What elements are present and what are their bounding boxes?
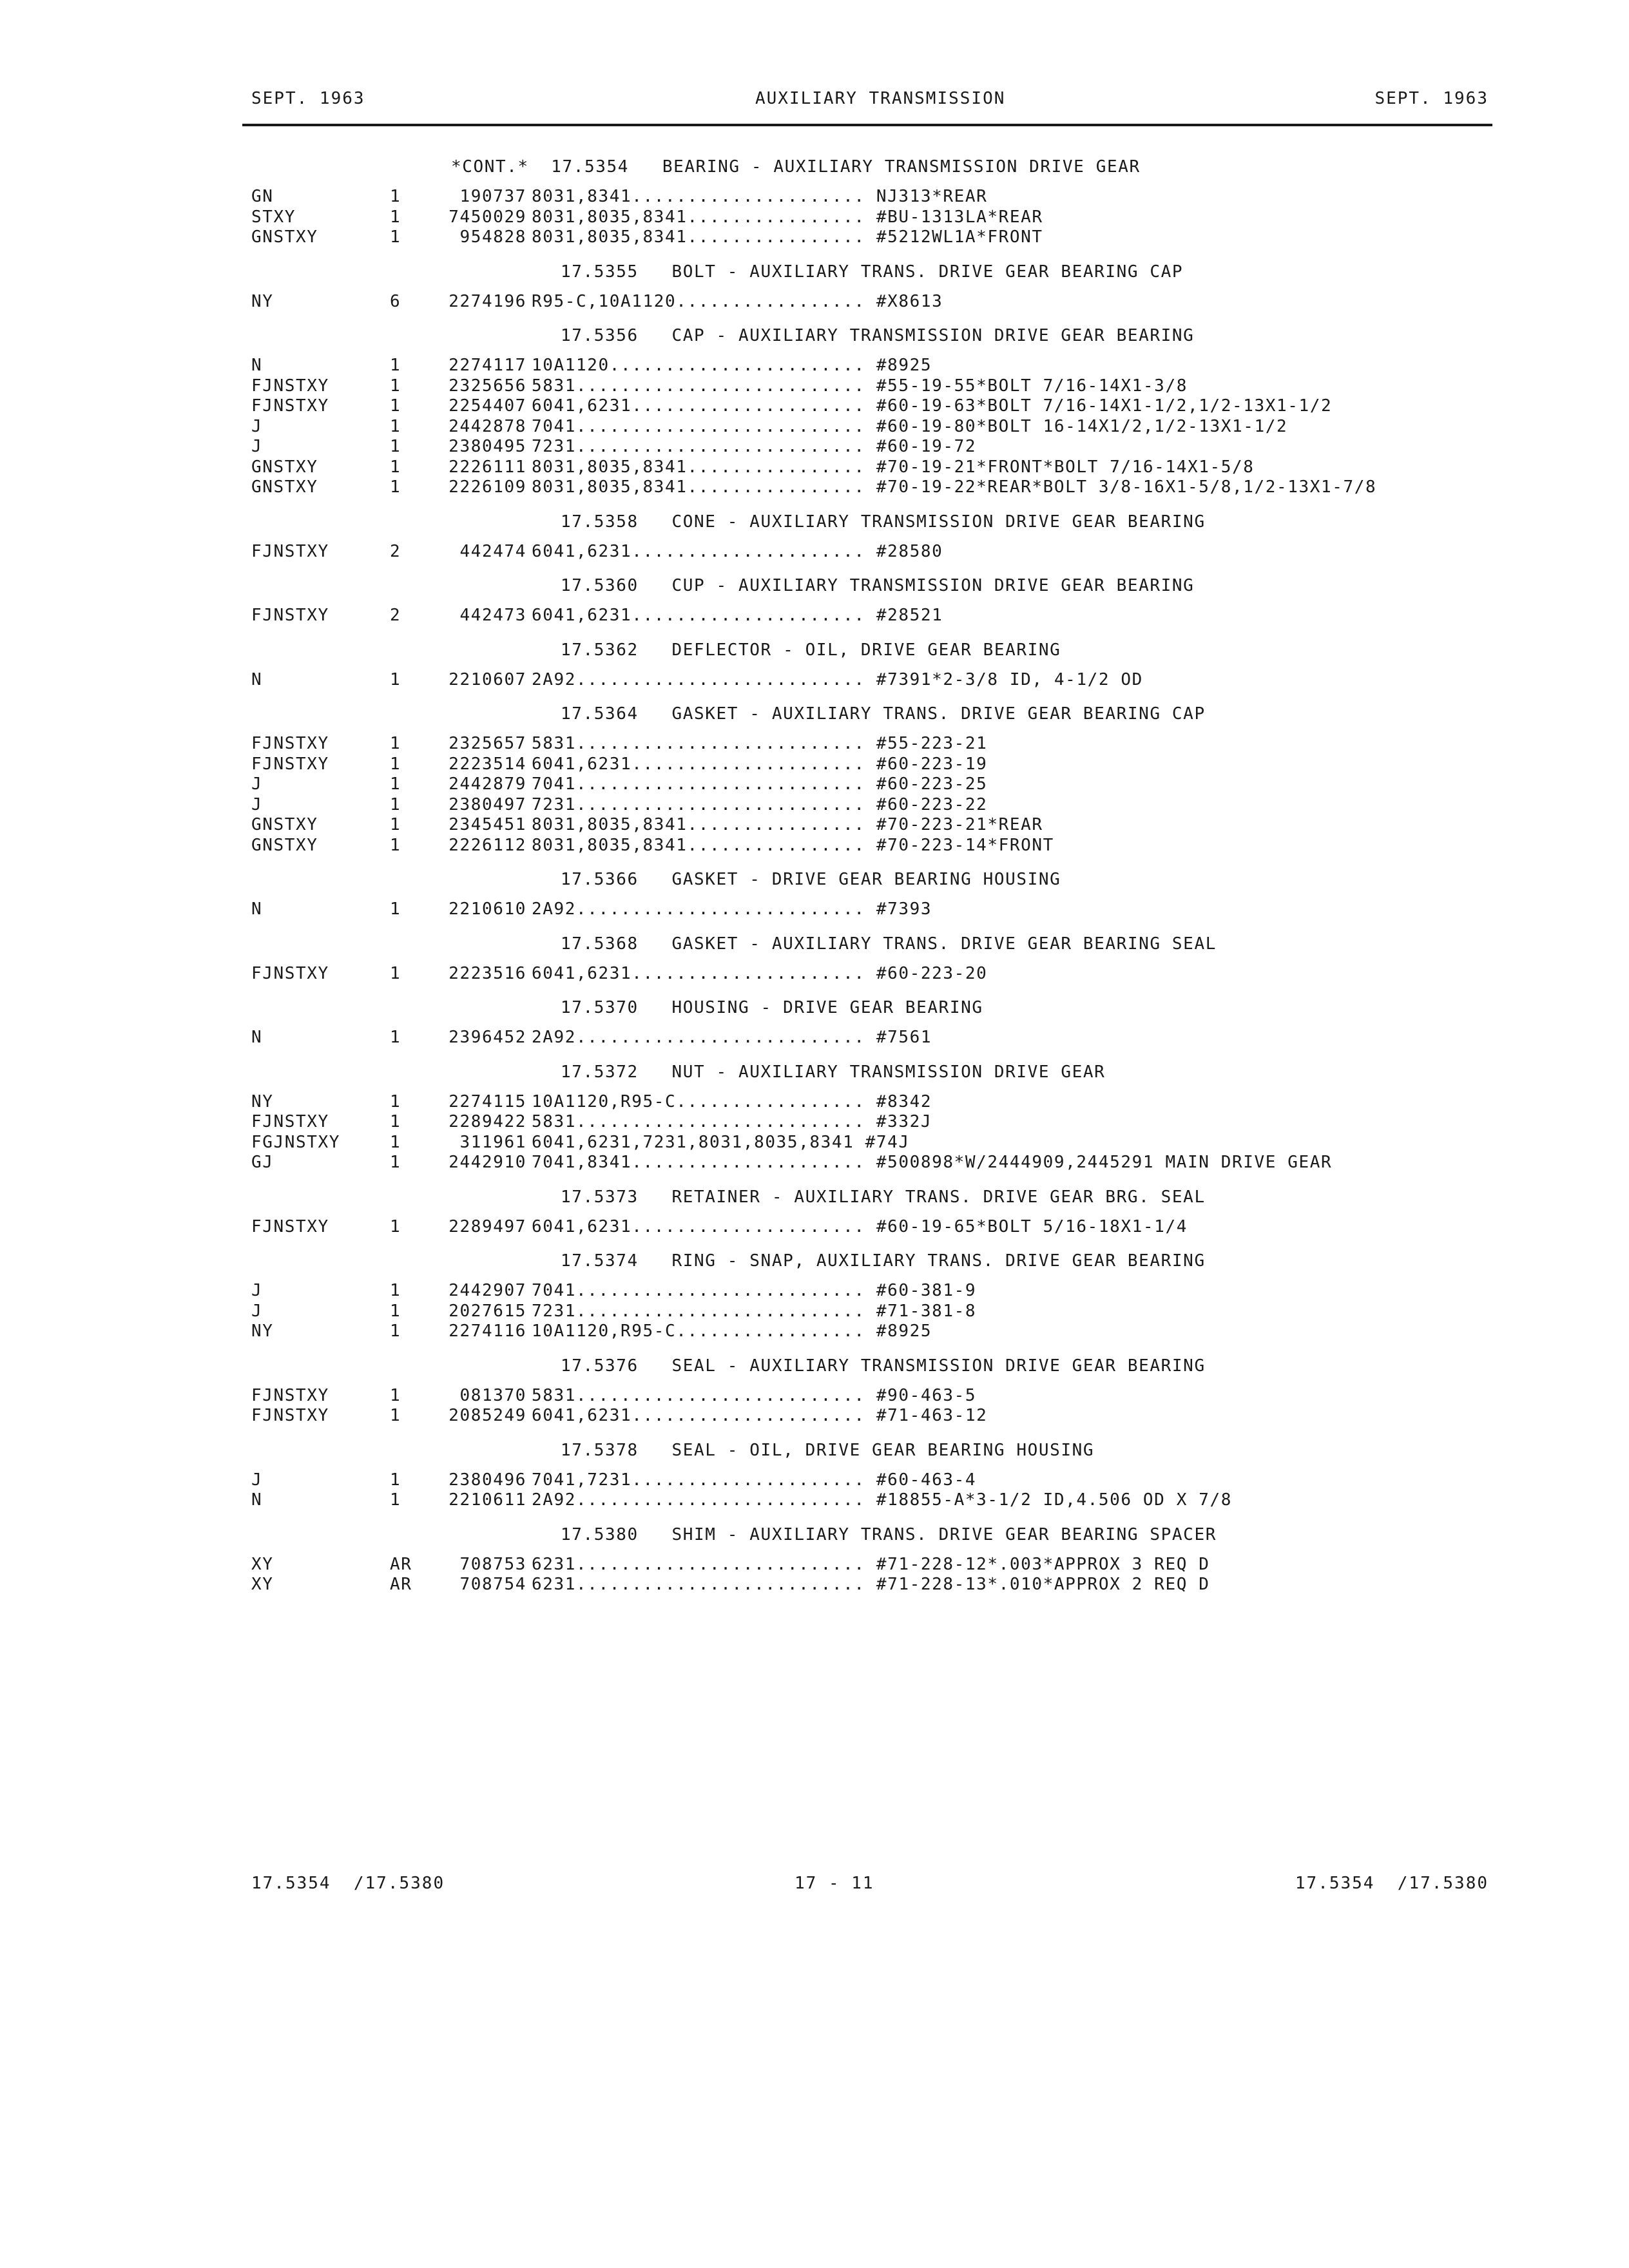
model-code: GJ — [251, 1153, 274, 1172]
quantity: 1 — [390, 457, 401, 477]
model-code: J — [251, 774, 263, 794]
section-entries — [251, 542, 1501, 562]
part-row — [251, 774, 1501, 795]
quantity: 2 — [390, 541, 401, 561]
quantity: 1 — [390, 437, 401, 456]
part-description: 6041,6231,7231,8031,8035,8341 #74J — [532, 1132, 910, 1152]
part-number: 2325657 — [448, 734, 526, 753]
part-number: 2210611 — [448, 1490, 526, 1510]
quantity: 1 — [390, 669, 401, 689]
part-row — [251, 1112, 1501, 1133]
part-number: 2380496 — [448, 1470, 526, 1490]
section-title: 17.5355 BOLT - AUXILIARY TRANS. DRIVE GEAR BEARING CAP — [561, 262, 1184, 282]
part-number: 2226109 — [448, 477, 526, 497]
part-row — [251, 670, 1501, 691]
model-code: GNSTXY — [251, 815, 318, 834]
part-description: 7041,7231..................... #60-463-4 — [532, 1470, 977, 1490]
quantity: 1 — [390, 1112, 401, 1131]
part-row — [251, 899, 1501, 920]
quantity: 1 — [390, 376, 401, 396]
section-title: 17.5356 CAP - AUXILIARY TRANSMISSION DRIVE GEAR BEARING — [561, 326, 1195, 345]
section-title: 17.5366 GASKET - DRIVE GEAR BEARING HOUSING — [561, 870, 1061, 889]
model-code: NY — [251, 1091, 274, 1111]
part-row — [251, 1575, 1501, 1595]
model-code: FJNSTXY — [251, 963, 329, 983]
part-description: 5831.......................... #332J — [532, 1112, 932, 1131]
quantity: AR — [390, 1575, 412, 1594]
model-code: GNSTXY — [251, 227, 318, 247]
part-description: 8031,8035,8341................ #5212WL1A*FRONT — [532, 227, 1043, 247]
quantity: 1 — [390, 1490, 401, 1510]
model-code: J — [251, 1281, 263, 1300]
part-description: 10A1120,R95-C................. #8925 — [532, 1321, 932, 1341]
part-description: 5831.......................... #90-463-5 — [532, 1385, 977, 1405]
part-description: 8031,8035,8341................ #BU-1313LA*REAR — [532, 207, 1043, 227]
section-entries — [251, 1470, 1501, 1511]
part-description: 6041,6231..................... #28580 — [532, 541, 943, 561]
part-number: 081370 — [459, 1385, 526, 1405]
model-code: FJNSTXY — [251, 396, 329, 416]
model-code: XY — [251, 1554, 274, 1574]
part-description: 7041,8341..................... #500898*W/2444909,2445291 MAIN DRIVE GEAR — [532, 1153, 1333, 1172]
part-description: 7041.......................... #60-381-9 — [532, 1281, 977, 1300]
quantity: 1 — [390, 477, 401, 497]
model-code: N — [251, 669, 263, 689]
section-title: 17.5364 GASKET - AUXILIARY TRANS. DRIVE GEAR BEARING CAP — [561, 704, 1206, 724]
quantity: 1 — [390, 1281, 401, 1300]
part-row — [251, 187, 1501, 207]
part-row — [251, 417, 1501, 437]
section-title: 17.5360 CUP - AUXILIARY TRANSMISSION DRIVE GEAR BEARING — [561, 576, 1195, 595]
model-code: FJNSTXY — [251, 1406, 329, 1425]
part-number: 2085249 — [448, 1406, 526, 1425]
part-row — [251, 964, 1501, 985]
part-description: 6041,6231..................... #60-223-19 — [532, 754, 988, 774]
part-number: 2254407 — [448, 396, 526, 416]
part-description: 7231.......................... #71-381-8 — [532, 1301, 977, 1321]
model-code: J — [251, 416, 263, 436]
section-title: 17.5380 SHIM - AUXILIARY TRANS. DRIVE GEAR BEARING SPACER — [561, 1524, 1217, 1544]
part-number: 2226111 — [448, 457, 526, 477]
part-number: 2380497 — [448, 794, 526, 814]
part-row — [251, 542, 1501, 562]
part-number: 2274196 — [448, 291, 526, 311]
part-row — [251, 356, 1501, 376]
part-row — [251, 815, 1501, 836]
part-description: 10A1120,R95-C................. #8342 — [532, 1091, 932, 1111]
section-entries — [251, 1555, 1501, 1595]
model-code: J — [251, 1470, 263, 1490]
model-code: GNSTXY — [251, 835, 318, 855]
part-row — [251, 1092, 1501, 1113]
section-title: 17.5373 RETAINER - AUXILIARY TRANS. DRIVE GEAR BRG. SEAL — [561, 1187, 1206, 1207]
section-entries — [251, 734, 1501, 856]
quantity: 1 — [390, 754, 401, 774]
part-row — [251, 1470, 1501, 1491]
model-code: J — [251, 1301, 263, 1321]
section-entries — [251, 292, 1501, 312]
model-code: N — [251, 1028, 263, 1047]
part-description: 2A92.......................... #18855-A*3-1/2 ID,4.506 OD X 7/8 — [532, 1490, 1232, 1510]
section-entries — [251, 670, 1501, 691]
part-description: 6231.......................... #71-228-13*.010*APPROX 2 REQ D — [532, 1575, 1210, 1594]
part-row — [251, 376, 1501, 397]
header-date-right: SEPT. 1963 — [1374, 89, 1489, 108]
part-number: 2289422 — [448, 1112, 526, 1131]
part-row — [251, 734, 1501, 754]
part-row — [251, 457, 1501, 478]
part-row — [251, 1406, 1501, 1427]
section-entries — [251, 1386, 1501, 1427]
section-title: 17.5372 NUT - AUXILIARY TRANSMISSION DRIVE GEAR — [561, 1062, 1106, 1082]
part-description: 6041,6231..................... #60-223-20 — [532, 963, 988, 983]
footer-range-right: 17.5354 /17.5380 — [1295, 1874, 1489, 1893]
section-title: *CONT.* 17.5354 BEARING - AUXILIARY TRANSMISSION DRIVE GEAR — [451, 157, 1141, 177]
section-entries — [251, 606, 1501, 626]
part-description: 8031,8035,8341................ #70-19-21*FRONT*BOLT 7/16-14X1-5/8 — [532, 457, 1255, 477]
header-title: AUXILIARY TRANSMISSION — [755, 89, 1006, 108]
model-code: GNSTXY — [251, 457, 318, 477]
part-row — [251, 1028, 1501, 1048]
part-description: 6041,6231..................... #60-19-65*BOLT 5/16-18X1-1/4 — [532, 1216, 1188, 1236]
page-header — [251, 89, 1489, 115]
section-entries — [251, 964, 1501, 985]
quantity: 1 — [390, 227, 401, 247]
part-number: 2442878 — [448, 416, 526, 436]
part-description: 5831.......................... #55-223-21 — [532, 734, 988, 753]
quantity: 1 — [390, 1091, 401, 1111]
part-description: 7041.......................... #60-223-25 — [532, 774, 988, 794]
page-footer — [251, 1874, 1489, 1899]
model-code: GNSTXY — [251, 477, 318, 497]
section-title: 17.5378 SEAL - OIL, DRIVE GEAR BEARING HOUSING — [561, 1440, 1095, 1460]
model-code: N — [251, 1490, 263, 1510]
part-number: 442474 — [459, 541, 526, 561]
part-description: R95-C,10A1120................. #X8613 — [532, 291, 943, 311]
part-row — [251, 207, 1501, 228]
section-title: 17.5362 DEFLECTOR - OIL, DRIVE GEAR BEARING — [561, 640, 1061, 660]
quantity: 1 — [390, 1470, 401, 1490]
part-number: 954828 — [459, 227, 526, 247]
quantity: 1 — [390, 1132, 401, 1152]
page-number: 17 - 11 — [795, 1874, 874, 1893]
part-description: 8031,8035,8341................ #70-223-14*FRONT — [532, 835, 1054, 855]
part-description: 6041,6231..................... #60-19-63*BOLT 7/16-14X1-1/2,1/2-13X1-1/2 — [532, 396, 1333, 416]
part-number: 2380495 — [448, 437, 526, 456]
part-number: 2289497 — [448, 1216, 526, 1236]
part-number: 190737 — [459, 187, 526, 206]
quantity: 1 — [390, 1406, 401, 1425]
part-row — [251, 477, 1501, 498]
part-number: 2274115 — [448, 1091, 526, 1111]
quantity: 1 — [390, 774, 401, 794]
part-description: 7231.......................... #60-19-72 — [532, 437, 977, 456]
parts-list — [251, 147, 1501, 1599]
quantity: 1 — [390, 416, 401, 436]
part-number: 708754 — [459, 1575, 526, 1594]
part-description: 6231.......................... #71-228-12*.003*APPROX 3 REQ D — [532, 1554, 1210, 1574]
model-code: NY — [251, 1321, 274, 1341]
quantity: 2 — [390, 606, 401, 625]
quantity: 1 — [390, 1321, 401, 1341]
quantity: 1 — [390, 815, 401, 834]
part-number: 2226112 — [448, 835, 526, 855]
part-number: 2396452 — [448, 1028, 526, 1047]
model-code: FJNSTXY — [251, 734, 329, 753]
section-title: 17.5374 RING - SNAP, AUXILIARY TRANS. DRIVE GEAR BEARING — [561, 1251, 1206, 1271]
part-description: 7231.......................... #60-223-22 — [532, 794, 988, 814]
model-code: FJNSTXY — [251, 1112, 329, 1131]
part-number: 708753 — [459, 1554, 526, 1574]
section-title: 17.5370 HOUSING - DRIVE GEAR BEARING — [561, 998, 983, 1017]
part-number: 2027615 — [448, 1301, 526, 1321]
part-number: 2223514 — [448, 754, 526, 774]
part-description: 2A92.......................... #7391*2-3/8 ID, 4-1/2 OD — [532, 669, 1143, 689]
part-number: 2210610 — [448, 899, 526, 919]
part-number: 2274117 — [448, 356, 526, 375]
part-row — [251, 1302, 1501, 1322]
part-description: 8031,8341..................... NJ313*REAR — [532, 187, 988, 206]
part-description: 7041.......................... #60-19-80*BOLT 16-14X1/2,1/2-13X1-1/2 — [532, 416, 1288, 436]
part-row — [251, 795, 1501, 816]
quantity: 1 — [390, 734, 401, 753]
quantity: 1 — [390, 356, 401, 375]
footer-range-left: 17.5354 /17.5380 — [251, 1874, 445, 1893]
part-description: 8031,8035,8341................ #70-223-21*REAR — [532, 815, 1043, 834]
part-number: 2274116 — [448, 1321, 526, 1341]
quantity: AR — [390, 1554, 412, 1574]
part-row — [251, 292, 1501, 312]
section-entries — [251, 1281, 1501, 1342]
part-row — [251, 836, 1501, 856]
part-row — [251, 1281, 1501, 1302]
quantity: 1 — [390, 899, 401, 919]
model-code: NY — [251, 291, 274, 311]
part-number: 311961 — [459, 1132, 526, 1152]
model-code: FJNSTXY — [251, 1385, 329, 1405]
quantity: 1 — [390, 1153, 401, 1172]
part-number: 442473 — [459, 606, 526, 625]
quantity: 1 — [390, 396, 401, 416]
section-title: 17.5376 SEAL - AUXILIARY TRANSMISSION DRIVE GEAR BEARING — [561, 1356, 1206, 1376]
quantity: 1 — [390, 1216, 401, 1236]
model-code: N — [251, 899, 263, 919]
part-row — [251, 437, 1501, 457]
model-code: FJNSTXY — [251, 754, 329, 774]
part-description: 2A92.......................... #7561 — [532, 1028, 932, 1047]
part-row — [251, 1490, 1501, 1511]
model-code: FJNSTXY — [251, 376, 329, 396]
part-number: 2442879 — [448, 774, 526, 794]
section-entries — [251, 899, 1501, 920]
section-title: 17.5358 CONE - AUXILIARY TRANSMISSION DRIVE GEAR BEARING — [561, 512, 1206, 532]
part-row — [251, 1555, 1501, 1575]
section-title: 17.5368 GASKET - AUXILIARY TRANS. DRIVE GEAR BEARING SEAL — [561, 934, 1217, 954]
model-code: J — [251, 794, 263, 814]
part-row — [251, 754, 1501, 775]
part-number: 2442910 — [448, 1153, 526, 1172]
part-number: 7450029 — [448, 207, 526, 227]
quantity: 1 — [390, 1385, 401, 1405]
quantity: 1 — [390, 835, 401, 855]
part-row — [251, 1153, 1501, 1173]
model-code: FJNSTXY — [251, 1216, 329, 1236]
section-entries — [251, 1028, 1501, 1048]
quantity: 1 — [390, 794, 401, 814]
quantity: 6 — [390, 291, 401, 311]
quantity: 1 — [390, 187, 401, 206]
part-row — [251, 1321, 1501, 1342]
model-code: FJNSTXY — [251, 541, 329, 561]
part-row — [251, 227, 1501, 248]
section-entries — [251, 187, 1501, 248]
section-entries — [251, 356, 1501, 498]
section-entries — [251, 1217, 1501, 1238]
part-description: 5831.......................... #55-19-55*BOLT 7/16-14X1-3/8 — [532, 376, 1188, 396]
part-number: 2442907 — [448, 1281, 526, 1300]
header-rule — [242, 124, 1492, 126]
header-date-left: SEPT. 1963 — [251, 89, 365, 108]
model-code: FGJNSTXY — [251, 1132, 341, 1152]
model-code: GN — [251, 187, 274, 206]
part-row — [251, 1386, 1501, 1407]
model-code: XY — [251, 1575, 274, 1594]
part-description: 8031,8035,8341................ #70-19-22*REAR*BOLT 3/8-16X1-5/8,1/2-13X1-7/8 — [532, 477, 1377, 497]
part-description: 2A92.......................... #7393 — [532, 899, 932, 919]
part-row — [251, 396, 1501, 417]
part-row — [251, 606, 1501, 626]
model-code: STXY — [251, 207, 296, 227]
model-code: N — [251, 356, 263, 375]
quantity: 1 — [390, 207, 401, 227]
part-description: 6041,6231..................... #71-463-12 — [532, 1406, 988, 1425]
model-code: J — [251, 437, 263, 456]
part-number: 2345451 — [448, 815, 526, 834]
quantity: 1 — [390, 1028, 401, 1047]
quantity: 1 — [390, 963, 401, 983]
section-entries — [251, 1092, 1501, 1173]
part-row — [251, 1217, 1501, 1238]
model-code: FJNSTXY — [251, 606, 329, 625]
part-number: 2223516 — [448, 963, 526, 983]
part-row — [251, 1133, 1501, 1153]
quantity: 1 — [390, 1301, 401, 1321]
part-description: 6041,6231..................... #28521 — [532, 606, 943, 625]
part-description: 10A1120....................... #8925 — [532, 356, 932, 375]
part-number: 2210607 — [448, 669, 526, 689]
part-number: 2325656 — [448, 376, 526, 396]
